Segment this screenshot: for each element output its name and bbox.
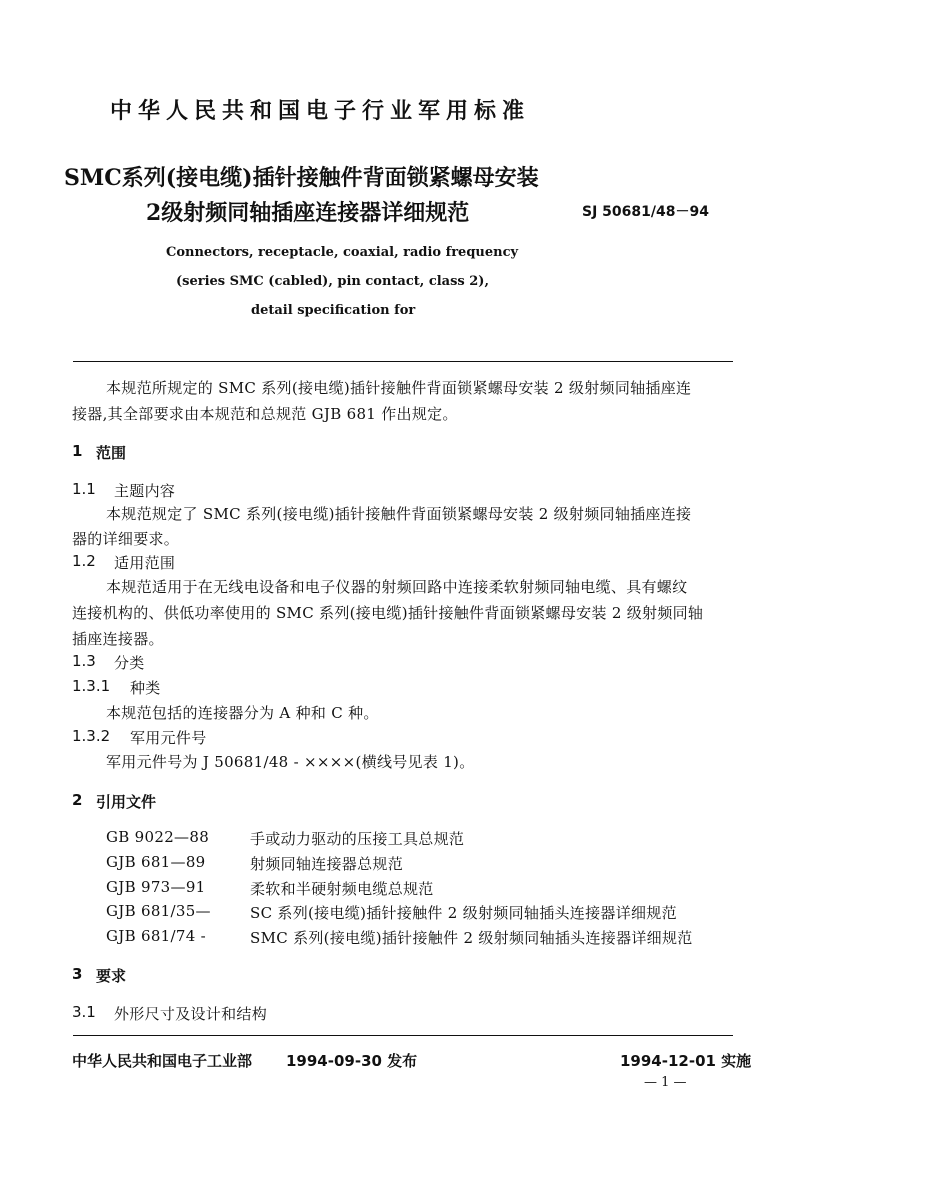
- intro-line-1: 本规范所规定的 SMC 系列(接电缆)插针接触件背面锁紧螺母安装 2 级射频同轴插座连: [106, 379, 692, 397]
- section-1-3-2-text: 军用元件号为 J 50681/48 - ××××(横线号见表 1)。: [106, 753, 475, 771]
- section-1-1-title: 主题内容: [114, 482, 176, 500]
- reference-code: GJB 681/74 -: [106, 927, 206, 945]
- footer-divider: [73, 1035, 733, 1036]
- header-divider: [73, 361, 733, 362]
- reference-title: 柔软和半硬射频电缆总规范: [250, 880, 434, 898]
- section-1-2-number: 1.2: [72, 552, 96, 570]
- english-title-line-3: detail specification for: [251, 303, 416, 318]
- section-1-2-line-3: 插座连接器。: [72, 630, 164, 648]
- effective-date: 1994-12-01 实施: [620, 1052, 752, 1070]
- section-3-1-number: 3.1: [72, 1003, 96, 1021]
- reference-title: 射频同轴连接器总规范: [250, 855, 404, 873]
- standard-code: SJ 50681/48－94: [582, 204, 709, 220]
- issuer: 中华人民共和国电子工业部: [72, 1052, 253, 1070]
- standard-type-heading: 中华人民共和国电子行业军用标准: [110, 99, 531, 124]
- page-number: — 1 —: [644, 1075, 687, 1090]
- section-1-1-number: 1.1: [72, 480, 96, 498]
- section-1-3-2-title: 军用元件号: [130, 729, 207, 747]
- section-1-2-line-2: 连接机构的、供低功率使用的 SMC 系列(接电缆)插针接触件背面锁紧螺母安装 2 级射频同轴: [72, 604, 704, 622]
- section-1-3-1-title: 种类: [130, 679, 161, 697]
- section-2-title: 引用文件: [96, 793, 157, 811]
- section-1-3-1-number: 1.3.1: [72, 677, 111, 695]
- section-1-title: 范围: [96, 444, 127, 462]
- section-1-3-title: 分类: [114, 654, 145, 672]
- reference-code: GJB 973—91: [106, 878, 206, 896]
- english-title-line-1: Connectors, receptacle, coaxial, radio frequency: [166, 245, 519, 260]
- issue-date: 1994-09-30 发布: [286, 1052, 418, 1070]
- reference-title: 手或动力驱动的压接工具总规范: [250, 830, 465, 848]
- reference-code: GB 9022—88: [106, 828, 210, 846]
- intro-line-2: 接器,其全部要求由本规范和总规范 GJB 681 作出规定。: [72, 405, 458, 423]
- reference-title: SC 系列(接电缆)插针接触件 2 级射频同轴插头连接器详细规范: [250, 904, 677, 922]
- section-1-1-line-2: 器的详细要求。: [72, 530, 180, 548]
- section-1-1-line-1: 本规范规定了 SMC 系列(接电缆)插针接触件背面锁紧螺母安装 2 级射频同轴插座连接: [106, 505, 692, 523]
- english-title-line-2: (series SMC (cabled), pin contact, class 2),: [176, 274, 489, 289]
- section-3-title: 要求: [96, 967, 127, 985]
- section-3-number: 3: [72, 965, 83, 983]
- reference-title: SMC 系列(接电缆)插针接触件 2 级射频同轴插头连接器详细规范: [250, 929, 693, 947]
- doc-title-line-1: SMC系列(接电缆)插针接触件背面锁紧螺母安装: [64, 165, 539, 191]
- doc-title-line-2: 2级射频同轴插座连接器详细规范: [146, 200, 470, 226]
- reference-code: GJB 681/35—: [106, 902, 211, 920]
- section-1-2-line-1: 本规范适用于在无线电设备和电子仪器的射频回路中连接柔软射频同轴电缆、具有螺纹: [106, 578, 688, 596]
- reference-code: GJB 681—89: [106, 853, 206, 871]
- section-3-1-title: 外形尺寸及设计和结构: [114, 1005, 268, 1023]
- section-1-3-1-text: 本规范包括的连接器分为 A 种和 C 种。: [106, 704, 379, 722]
- section-1-3-2-number: 1.3.2: [72, 727, 111, 745]
- section-2-number: 2: [72, 791, 83, 809]
- section-1-3-number: 1.3: [72, 652, 96, 670]
- section-1-number: 1: [72, 442, 83, 460]
- section-1-2-title: 适用范围: [114, 554, 176, 572]
